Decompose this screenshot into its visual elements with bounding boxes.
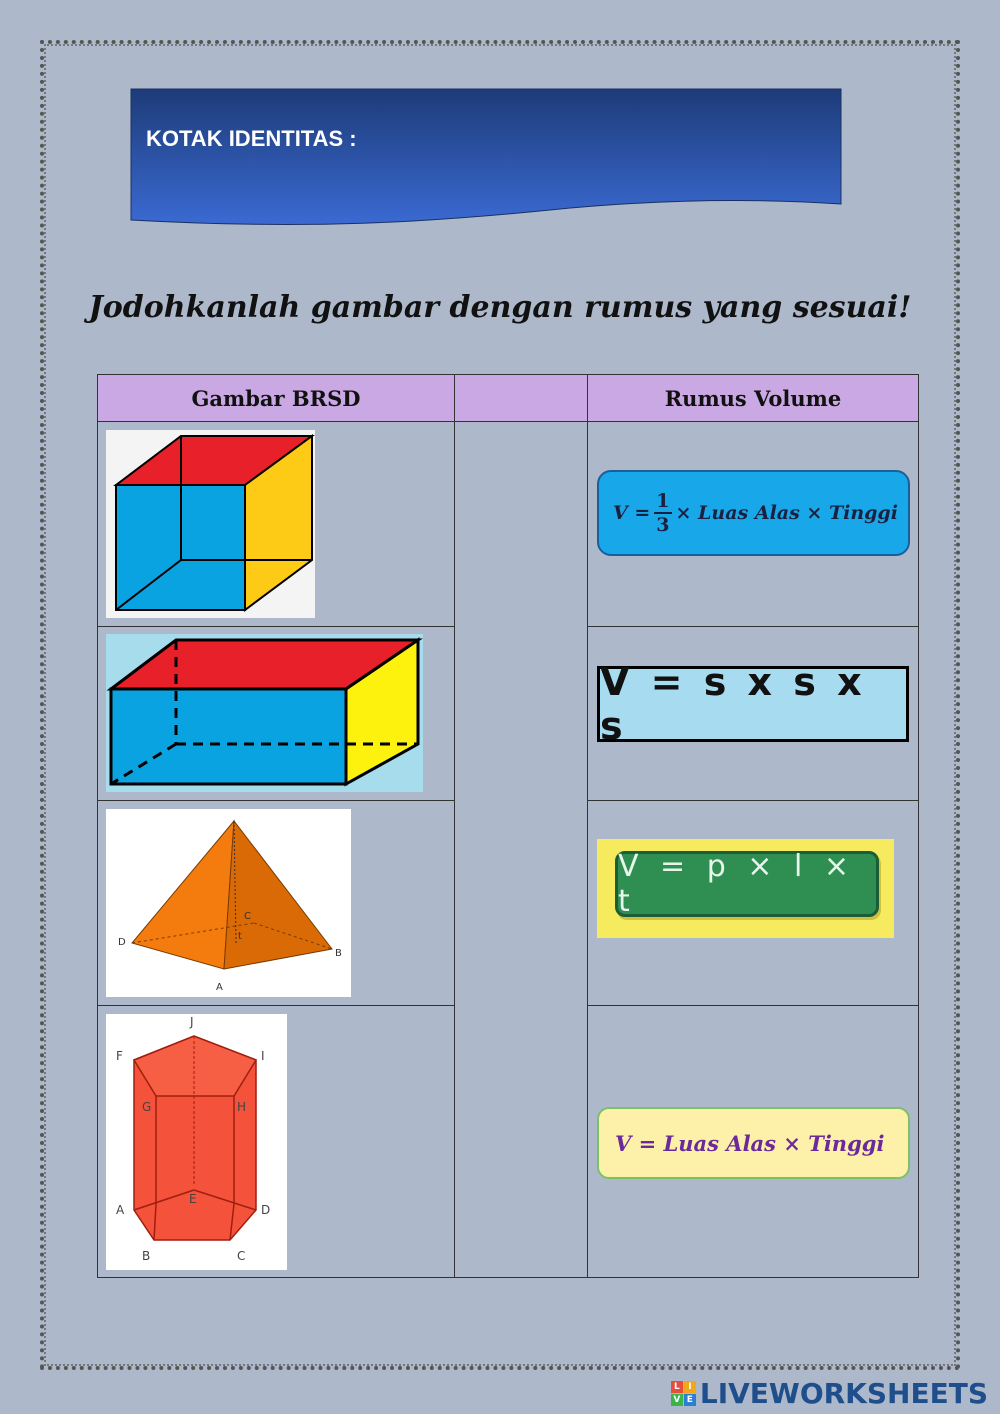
prism-label-b: B	[142, 1249, 151, 1263]
prism-image	[106, 1014, 287, 1270]
pyramid-image	[106, 809, 351, 997]
column-divider	[587, 375, 588, 1277]
prism-label-j: J	[190, 1015, 194, 1029]
formula-pyramid-volume[interactable]	[597, 470, 910, 556]
fraction-numerator: 1	[656, 490, 670, 512]
prism-label-c: C	[237, 1249, 246, 1263]
formula-1-prefix: V =	[613, 502, 651, 524]
formula-1-suffix: × Luas Alas × Tinggi	[675, 502, 898, 524]
prism-label-f: F	[116, 1049, 123, 1063]
formula-cuboid-volume-card[interactable]	[597, 839, 894, 938]
row-divider	[98, 1005, 454, 1006]
header-formula: Rumus Volume	[588, 375, 918, 421]
cuboid-image	[106, 634, 423, 792]
row-divider	[587, 800, 918, 801]
formula-prism-volume[interactable]: V = Luas Alas × Tinggi	[597, 1107, 910, 1179]
header-figure: Gambar BRSD	[98, 375, 454, 421]
pyramid-label-c: C	[244, 911, 251, 922]
row-divider	[98, 421, 918, 422]
row-divider	[587, 1005, 918, 1006]
pyramid-label-t: t	[238, 931, 242, 942]
prism-label-h: H	[237, 1100, 247, 1114]
liveworksheets-logo-icon: L I V E	[671, 1381, 696, 1406]
prism-label-d: D	[261, 1203, 271, 1217]
instruction-text: Jodohkanlah gambar dengan rumus yang sesuai!	[88, 290, 912, 325]
pyramid-label-b: B	[335, 948, 342, 959]
fraction	[654, 490, 671, 536]
pyramid-label-a: A	[216, 982, 223, 993]
row-divider	[587, 626, 918, 627]
row-divider	[98, 800, 454, 801]
column-divider	[454, 375, 455, 1277]
header-answer	[455, 375, 587, 421]
row-divider	[98, 626, 454, 627]
cube-image	[106, 430, 315, 618]
prism-label-e: E	[189, 1192, 197, 1206]
watermark-text: LIVEWORKSHEETS	[699, 1376, 988, 1410]
prism-label-i: I	[261, 1049, 265, 1063]
prism-label-a: A	[116, 1203, 125, 1217]
prism-label-g: G	[142, 1100, 152, 1114]
matching-table	[97, 374, 919, 1278]
fraction-denominator: 3	[656, 514, 670, 536]
liveworksheets-watermark	[671, 1376, 988, 1410]
formula-cuboid-volume: V = p × l × t	[615, 851, 879, 917]
pyramid-label-d: D	[118, 937, 126, 948]
identity-box	[130, 88, 842, 230]
identity-label: KOTAK IDENTITAS :	[146, 126, 357, 151]
formula-cube-volume[interactable]: V = s x s x s	[597, 666, 909, 742]
